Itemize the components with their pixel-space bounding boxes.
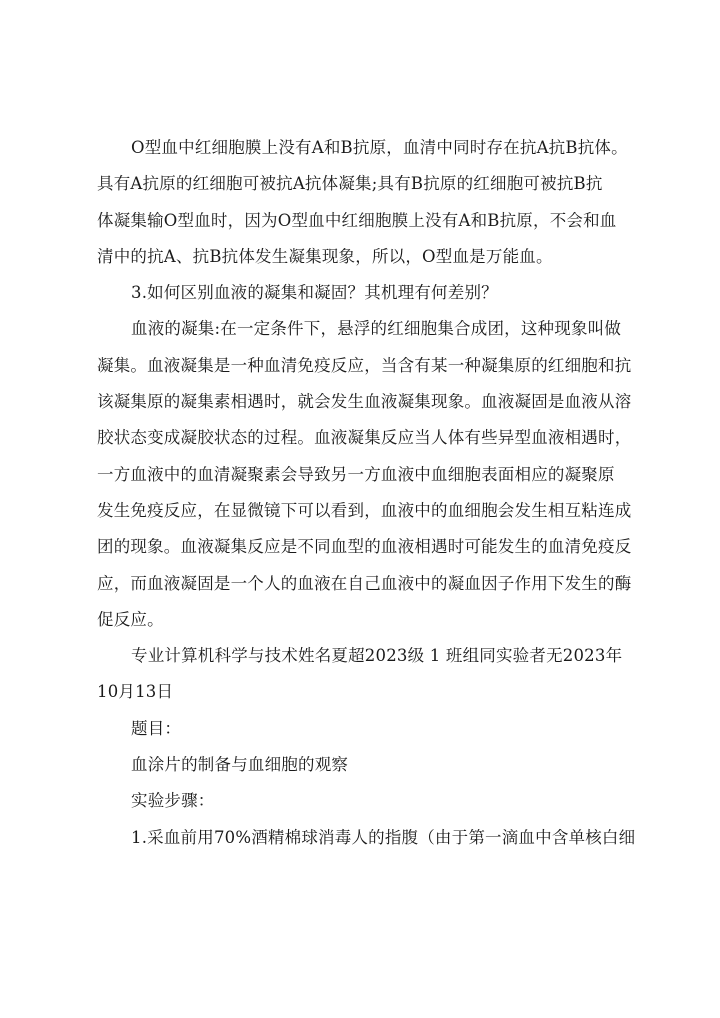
paragraph-line: 体凝集输O型血时，因为O型血中红细胞膜上没有A和B抗原，不会和血 [97,210,617,230]
report-date-line: 10月13日 [97,682,174,702]
paragraph-line: 清中的抗A、抗B抗体发生凝集现象，所以，O型血是万能血。 [97,246,553,266]
paragraph-line: 凝集。血液凝集是一种血清免疫反应，当含有某一种凝集原的红细胞和抗 [97,355,632,375]
document-body [97,130,637,856]
paragraph-line: 团的现象。血液凝集反应是不同血型的血液相遇时可能发生的血清免疫反 [97,537,632,557]
paragraph-line: 发生免疫反应，在显微镜下可以看到，血液中的血细胞会发生相互粘连成 [97,500,632,520]
paragraph-line: 该凝集原的凝集素相遇时，就会发生血液凝集现象。血液凝固是血液从溶 [97,392,632,412]
paragraph-line: 具有A抗原的红细胞可被抗A抗体凝集;具有B抗原的红细胞可被抗B抗 [97,174,603,194]
paragraph-line: O型血中红细胞膜上没有A和B抗原，血清中同时存在抗A抗B抗体。 [131,138,628,157]
step-line: 1.采血前用70%酒精棉球消毒人的指腹（由于第一滴血中含单核白细 [131,827,636,847]
topic-label: 题目： [131,718,182,738]
question-heading: 3.如何区别血液的凝集和凝固？其机理有何差别？ [131,283,498,303]
paragraph-line: 促反应。 [97,609,164,629]
topic-title: 血涂片的制备与血细胞的观察 [131,755,349,775]
paragraph-line: 血液的凝集:在一定条件下，悬浮的红细胞集合成团，这种现象叫做 [131,319,622,339]
paragraph-line: 应，而血液凝固是一个人的血液在自己血液中的凝血因子作用下发生的酶 [97,573,632,593]
paragraph-line: 胶状态变成凝胶状态的过程。血液凝集反应当人体有些异型血液相遇时， [97,428,632,448]
paragraph-line: 一方血液中的血清凝聚素会导致另一方血液中血细胞表面相应的凝聚原 [97,464,615,484]
steps-label: 实验步骤： [131,791,215,811]
report-info-line: 专业计算机科学与技术姓名夏超2023级 1 班组同实验者无2023年 [131,646,623,666]
